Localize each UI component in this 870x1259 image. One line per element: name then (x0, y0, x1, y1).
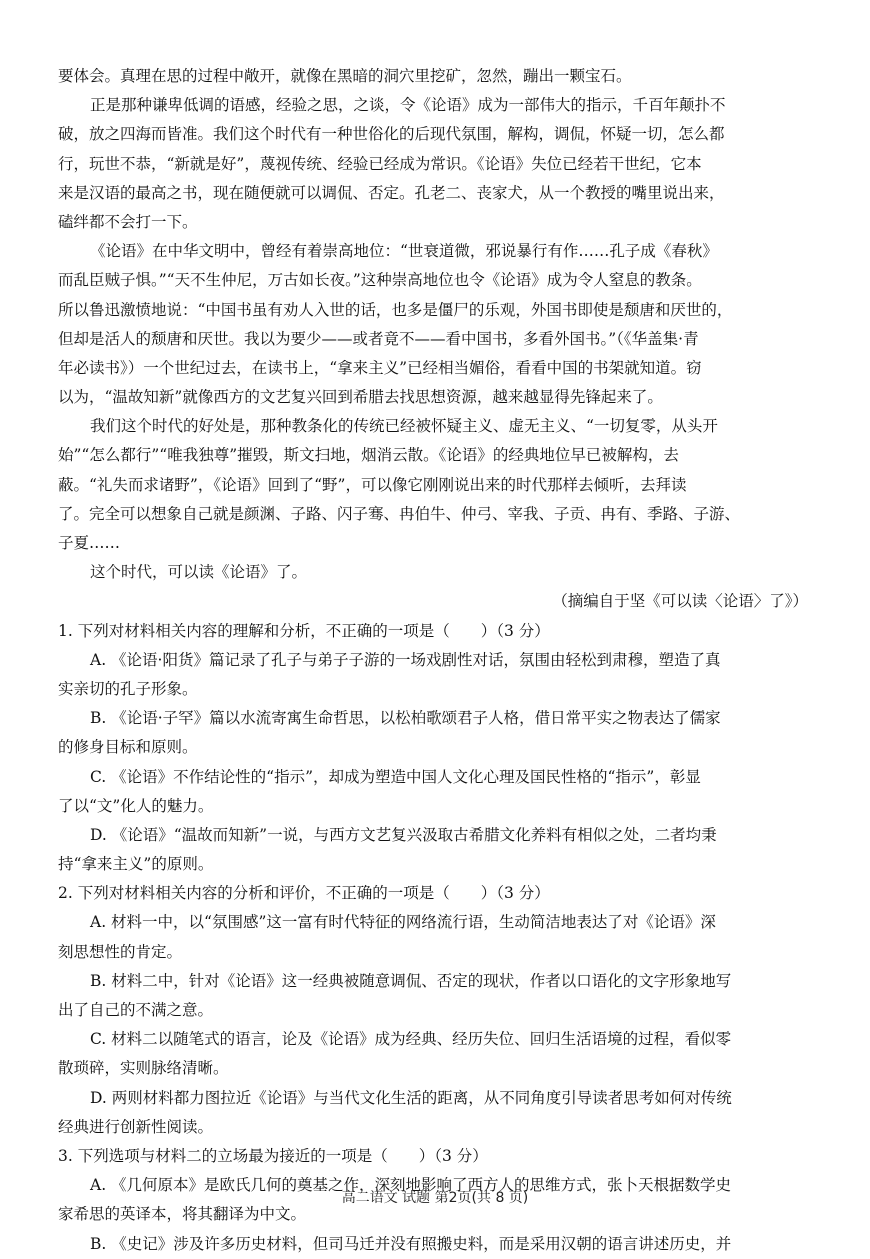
text-line: 但却是活人的颓唐和厌世。我以为要少——或者竟不——看中国书，多看外国书。”（《华盖集·青 (58, 329, 699, 348)
text-line: 破，放之四海而皆准。我们这个时代有一种世俗化的后现代氛围，解构，调侃，怀疑一切，怎么都 (58, 125, 725, 144)
text-line: 了。完全可以想象自己就是颜渊、子路、闪子骞、冉伯牛、仲弓、宰我、子贡、冉有、季路、子游、 (58, 504, 741, 523)
text-line: 出了自己的不满之意。 (58, 1001, 214, 1019)
text-line: 磕绊都不会打一下。 (58, 212, 198, 231)
text-line: 子夏…… (58, 534, 121, 552)
text-line: 始”“怎么都行”“唯我独尊”摧毁，斯文扫地，烟消云散。《论语》的经典地位早已被解构，去 (58, 446, 679, 465)
answer-option: B. 材料二中，针对《论语》这一经典被随意调侃、否定的现状，作者以口语化的文字形象地写 (90, 971, 732, 990)
text-line: 以为，“温故知新”就像西方的文艺复兴回到希腊去找思想资源，越来越显得先锋起来了。 (58, 388, 663, 407)
text-line: 年必读书》）一个世纪过去，在读书上，“拿来主义”已经相当媚俗，看看中国的书架就知道。窃 (58, 358, 702, 377)
text-line: 的修身目标和原则。 (58, 738, 198, 757)
text-line: 而乱臣贼子惧。”“天不生仲尼，万古如长夜。”这种崇高地位也令《论语》成为令人窒息的教条。 (58, 271, 702, 290)
question-stem: 2. 下列对材料相关内容的分析和评价，不正确的一项是（ ）（3 分） (58, 884, 550, 903)
answer-option: A. 《论语·阳货》篇记录了孔子与弟子子游的一场戏剧性对话，氛围由轻松到肃穆，塑造了真 (90, 650, 721, 669)
text-line: 家希思的英译本，将其翻译为中文。 (58, 1205, 307, 1224)
text-line: 要体会。真理在思的过程中敞开，就像在黑暗的洞穴里挖矿，忽然，蹦出一颗宝石。 (58, 67, 632, 85)
question-stem: 3. 下列选项与材料二的立场最为接近的一项是（ ）（3 分） (58, 1146, 488, 1165)
answer-option: D. 两则材料都力图拉近《论语》与当代文化生活的距离，从不同角度引导读者思考如何对传统 (90, 1088, 732, 1107)
answer-option: D. 《论语》“温故而知新”一说，与西方文艺复兴汲取古希腊文化养料有相似之处，二者均秉 (90, 825, 717, 844)
text-line: 刻思想性的肯定。 (58, 942, 183, 961)
text-line: 经典进行创新性阅读。 (58, 1117, 214, 1136)
answer-option: A. 材料一中，以“氛围感”这一富有时代特征的网络流行语，生动简洁地表达了对《论语》深 (90, 913, 716, 932)
text-line: 行，玩世不恭，“新就是好”，蔑视传统、经验已经成为常识。《论语》失位已经若干世纪，它本 (58, 154, 702, 173)
paragraph-first-line: 这个时代，可以读《论语》了。 (90, 563, 308, 582)
text-line: 所以鲁迅激愤地说：“中国书虽有劝人入世的话，也多是僵尸的乐观，外国书即使是颓唐和厌世的， (58, 300, 733, 319)
page-footer: 高二语文 试题 第2页(共 8 页) (341, 1190, 529, 1206)
text-line: 了以“文”化人的魅力。 (58, 796, 214, 815)
answer-option: C. 《论语》不作结论性的“指示”，却成为塑造中国人文化心理及国民性格的“指示”，彰显 (90, 767, 701, 786)
paragraph-first-line: 正是那种谦卑低调的语感，经验之思，之谈，令《论语》成为一部伟大的指示，千百年颠扑不 (90, 96, 726, 115)
exam-text-body (58, 62, 810, 1259)
text-line: 持“拿来主义”的原则。 (58, 855, 214, 874)
answer-option: B. 《论语·子罕》篇以水流寄寓生命哲思，以松柏歌颂君子人格，借日常平实之物表达了儒家 (90, 709, 721, 728)
text-line: 实亲切的孔子形象。 (58, 679, 198, 698)
answer-option: B. 《史记》涉及许多历史材料，但司马迁并没有照搬史料，而是采用汉朝的语言讲述历史，并 (90, 1234, 732, 1253)
question-stem: 1. 下列对材料相关内容的理解和分析，不正确的一项是（ ）（3 分） (58, 621, 550, 640)
answer-option: C. 材料二以随笔式的语言，论及《论语》成为经典、经历失位、回归生活语境的过程，看似零 (90, 1030, 732, 1049)
text-line: 蔽。“礼失而求诸野”，《论语》回到了“野”，可以像它刚刚说出来的时代那样去倾听，去拜读 (58, 475, 687, 494)
text-line: 来是汉语的最高之书，现在随便就可以调侃、否定。孔老二、丧家犬，从一个教授的嘴里说出来， (58, 183, 725, 202)
paragraph-first-line: 《论语》在中华文明中，曾经有着崇高地位：“世衰道微，邪说暴行有作……孔子成《春秋》 (90, 242, 718, 261)
paragraph-first-line: 我们这个时代的好处是，那种教条化的传统已经被怀疑主义、虚无主义、“一切复零，从头开 (90, 417, 718, 436)
source-citation: （摘编自于坚《可以读〈论语〉了》） (552, 592, 808, 611)
text-line: 散琐碎，实则脉络清晰。 (58, 1059, 229, 1078)
answer-option: A. 《几何原本》是欧氏几何的奠基之作，深刻地影响了西方人的思维方式，张卜天根据数学史 (90, 1176, 732, 1195)
